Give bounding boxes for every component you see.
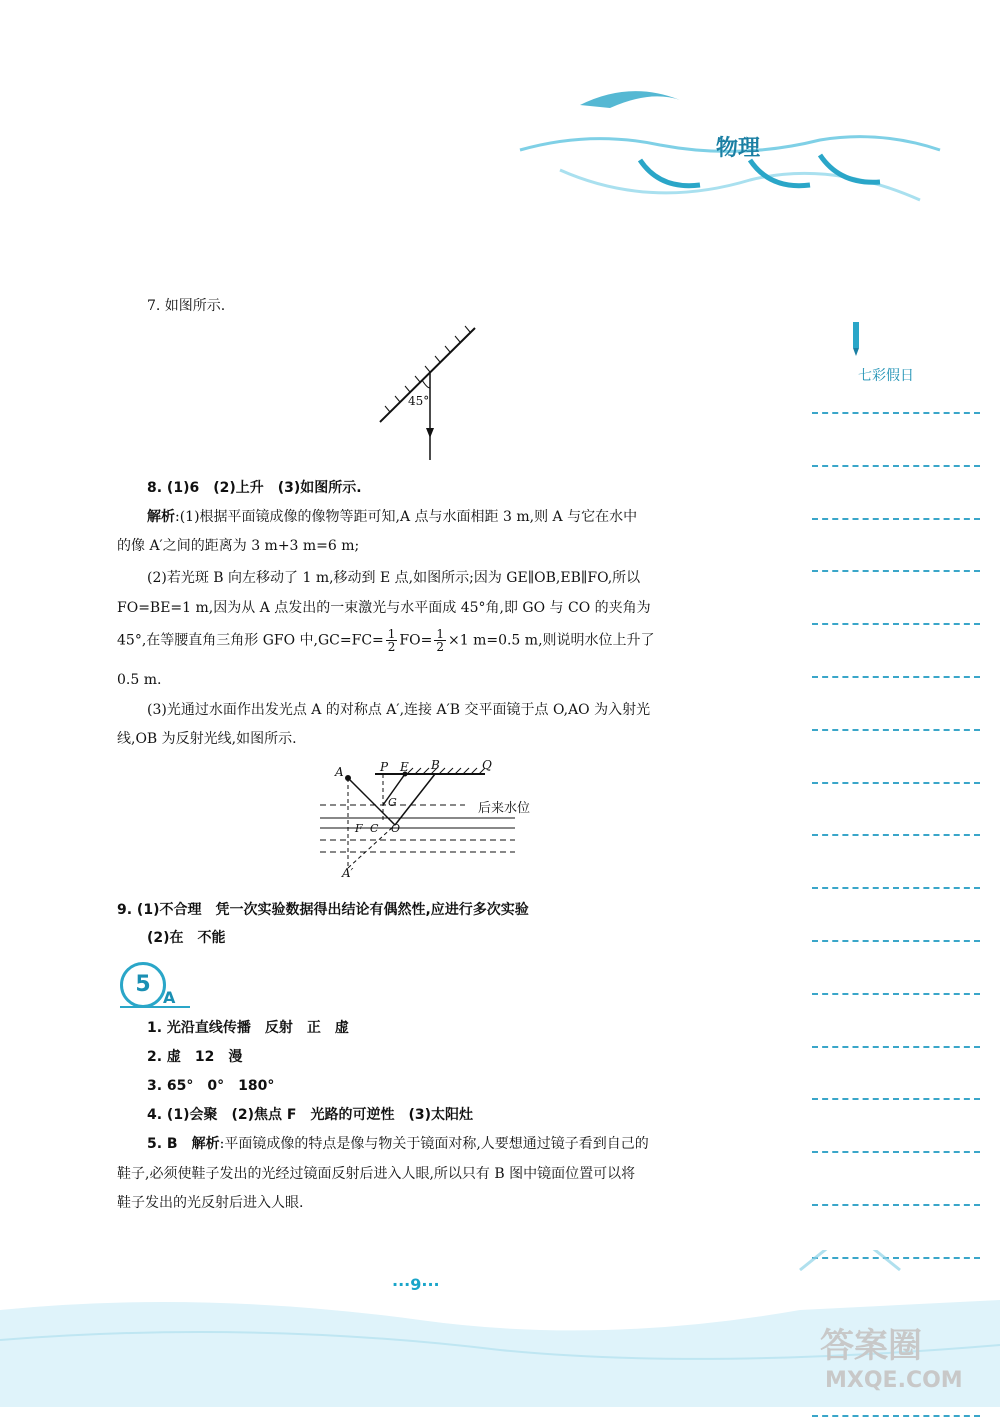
frac-num-2: 1 xyxy=(436,627,444,641)
s5-item-3: 3. 65° 0° 180° xyxy=(147,1078,275,1094)
note-line xyxy=(812,1204,980,1206)
q8-line8: 线,OB 为反射光线,如图所示. xyxy=(117,731,297,747)
note-line xyxy=(812,1046,980,1048)
fig-water-level-label: 后来水位 xyxy=(478,801,531,816)
note-line xyxy=(812,570,980,572)
frac-den: 2 xyxy=(387,640,396,654)
frac-num: 1 xyxy=(387,627,396,641)
s5-item-4: 4. (1)会聚 (2)焦点 F 光路的可逆性 (3)太阳灶 xyxy=(147,1107,473,1123)
q8-line4: FO=BE=1 m,因为从 A 点发出的一束激光与水平面成 45°角,即 GO 与 CO 的夹角为 xyxy=(117,600,651,616)
q8-line5a: 45°,在等腰直角三角形 GFO 中,GC=FC= xyxy=(117,632,384,649)
section-underline xyxy=(120,1006,190,1008)
side-brand: 七彩假日 xyxy=(858,368,914,384)
q8-line1-text: :(1)根据平面镜成像的像物等距可知,A 点与水面相距 3 m,则 A 与它在水中 xyxy=(175,509,638,525)
section-badge: 5 xyxy=(120,962,166,1008)
section-suffix: A xyxy=(163,988,176,1007)
fig-label-F: F xyxy=(355,822,363,835)
page-number: ···9··· xyxy=(392,1275,440,1294)
note-line xyxy=(812,518,980,520)
fig-label-C: C xyxy=(370,822,379,835)
q8-line7: (3)光通过水面作出发光点 A 的对称点 A′,连接 A′B 交平面镜于点 O,AO 为入射光 xyxy=(147,702,651,718)
q8-line6: 0.5 m. xyxy=(117,672,162,688)
note-line xyxy=(812,1151,980,1153)
fig-label-E: E xyxy=(400,760,409,774)
fraction-half-2 xyxy=(434,628,446,653)
q8-analysis-line1 xyxy=(147,507,637,527)
q7-text: 7. 如图所示. xyxy=(147,298,226,314)
fig-label-A-prime: A′ xyxy=(342,866,354,880)
fig-label-O: O xyxy=(391,822,401,835)
note-line xyxy=(812,993,980,995)
fig-label-P: P xyxy=(380,760,389,774)
fig-label-G: G xyxy=(388,796,397,809)
q8-analysis-label: 解析 xyxy=(147,509,175,525)
watermark-url: MXQE.COM xyxy=(825,1368,963,1393)
note-line xyxy=(812,676,980,678)
q8-answer: 8. (1)6 (2)上升 (3)如图所示. xyxy=(147,480,362,496)
note-line xyxy=(812,834,980,836)
s5-item-2: 2. 虚 12 漫 xyxy=(147,1049,243,1065)
s5-q5-line3: 鞋子发出的光反射后进入人眼. xyxy=(117,1195,304,1211)
note-line xyxy=(812,623,980,625)
q8-line5c: ×1 m=0.5 m,则说明水位上升了 xyxy=(447,632,655,649)
note-line xyxy=(812,465,980,467)
q8-figure xyxy=(315,760,545,880)
note-line xyxy=(812,412,980,414)
q8-line2: 的像 A′之间的距离为 3 m+3 m=6 m; xyxy=(117,538,360,554)
note-line xyxy=(812,729,980,731)
s5-q5-text1: :平面镜成像的特点是像与物关于镜面对称,人要想通过镜子看到自己的 xyxy=(219,1136,649,1152)
s5-q5-line2: 鞋子,必须使鞋子发出的光经过镜面反射后进入人眼,所以只有 B 图中镜面位置可以将 xyxy=(117,1166,636,1182)
s5-q5-head: 5. B xyxy=(147,1136,192,1152)
q7-figure xyxy=(375,320,485,469)
note-line xyxy=(812,782,980,784)
pencil-icon xyxy=(848,322,864,362)
fig-label-B: B xyxy=(431,758,440,772)
q8-line3: (2)若光斑 B 向左移动了 1 m,移动到 E 点,如图所示;因为 GE∥OB,EB∥FO,所以 xyxy=(147,570,641,586)
fig-label-Q: Q xyxy=(482,758,492,772)
s5-q5-label: 解析 xyxy=(191,1136,220,1152)
q9-line1: 9. (1)不合理 凭一次实验数据得出结论有偶然性,应进行多次实验 xyxy=(117,902,529,918)
q7-angle-label: 45° xyxy=(408,394,430,408)
fraction-half xyxy=(386,628,398,653)
note-line xyxy=(812,1098,980,1100)
watermark-logo: 答案圈 xyxy=(820,1326,922,1366)
s5-q5-line1 xyxy=(147,1134,649,1154)
q9-line2: (2)在 不能 xyxy=(147,930,226,946)
s5-item-1: 1. 光沿直线传播 反射 正 虚 xyxy=(147,1020,349,1036)
q8-line5 xyxy=(117,628,655,653)
fig-label-A: A xyxy=(335,765,344,779)
q8-line5b: FO= xyxy=(399,632,433,649)
note-line xyxy=(812,887,980,889)
frac-den-2: 2 xyxy=(436,640,444,654)
header-subject: 物理 xyxy=(716,136,761,161)
note-line xyxy=(812,940,980,942)
